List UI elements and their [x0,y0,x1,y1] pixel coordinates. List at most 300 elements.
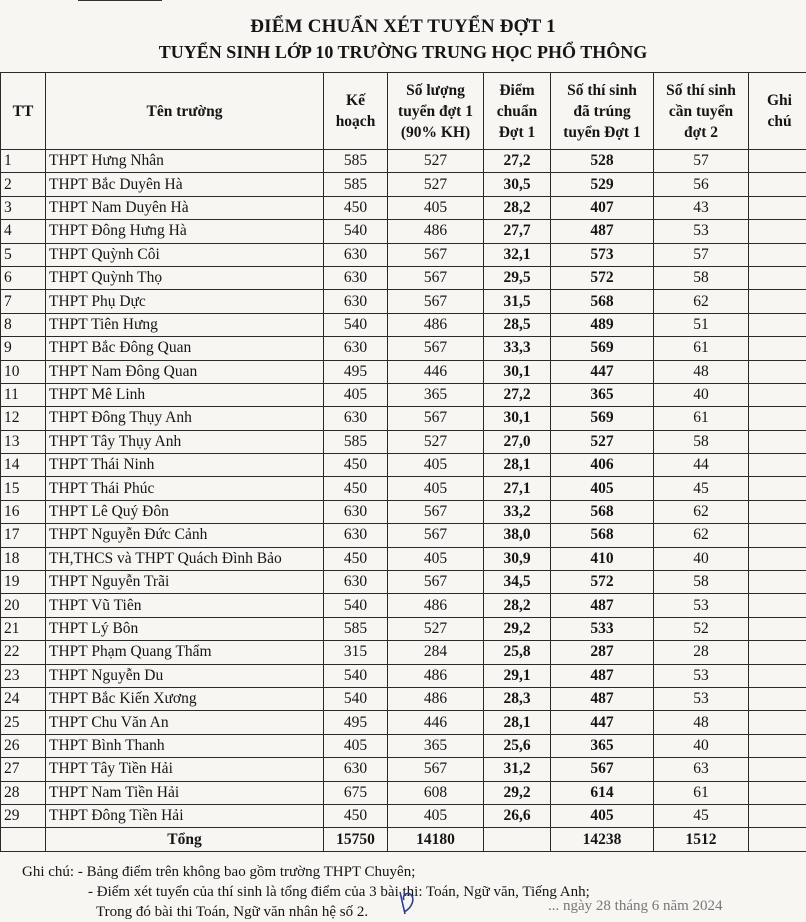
cell-tt: 29 [1,804,46,827]
cell-admitted: 487 [551,664,654,687]
cell-needed: 57 [654,150,749,173]
cell-cutoff: 25,6 [484,734,551,757]
cell-tt: 18 [1,547,46,570]
cell-plan: 540 [324,664,388,687]
footer-date: ... ngày 28 tháng 6 năm 2024 [548,898,723,915]
table-row [1,804,806,827]
col-header-quota [388,73,484,150]
cell-plan: 540 [324,220,388,243]
cell-tt: 12 [1,407,46,430]
cell-plan: 585 [324,150,388,173]
cell-needed: 58 [654,571,749,594]
note-line-2: - Điểm xét tuyển của thí sinh là tổng điểm của 3 bài thi: Toán, Ngữ văn, Tiếng Anh; [22,882,590,902]
cell-admitted: 410 [551,547,654,570]
cell-plan: 630 [324,337,388,360]
table-row [1,360,806,383]
cell-plan: 630 [324,243,388,266]
cell-plan: 450 [324,547,388,570]
col-header-tt: TT [1,73,46,150]
cell-needed: 44 [654,454,749,477]
cell-needed: 58 [654,266,749,289]
cell-quota: 486 [388,594,484,617]
cell-quota: 405 [388,477,484,500]
header-line: đợt 2 [684,124,718,141]
cell-quota: 567 [388,571,484,594]
table-row [1,196,806,219]
cell-school-name: THPT Hưng Nhân [46,150,324,173]
cell-admitted: 407 [551,196,654,219]
cell-tt: 23 [1,664,46,687]
cell-admitted: 569 [551,337,654,360]
cell-needed: 62 [654,500,749,523]
cell-admitted: 447 [551,360,654,383]
cell-school-name: THPT Lê Quý Đôn [46,500,324,523]
cell-note [749,641,806,664]
cell-school-name: THPT Lý Bôn [46,617,324,640]
cell-needed: 53 [654,687,749,710]
cell-tt: 16 [1,500,46,523]
cell-admitted: 573 [551,243,654,266]
cell-tt: 27 [1,758,46,781]
cell-note [749,173,806,196]
cell-needed: 48 [654,711,749,734]
cell-tt: 24 [1,687,46,710]
cell-plan: 450 [324,477,388,500]
cell-quota: 567 [388,337,484,360]
table-row [1,500,806,523]
cell-note [749,477,806,500]
cell-school-name: THPT Tiên Hưng [46,313,324,336]
cell-note [749,711,806,734]
cell-note [749,220,806,243]
cell-note [749,781,806,804]
cell-note [749,243,806,266]
cell-quota: 405 [388,454,484,477]
cell-tt: 10 [1,360,46,383]
cell-cutoff: 29,5 [484,266,551,289]
cell-tt: 3 [1,196,46,219]
cell-quota: 446 [388,360,484,383]
table-row [1,781,806,804]
table-row [1,313,806,336]
cell-tt: 13 [1,430,46,453]
header-line: (90% KH) [401,124,470,141]
cell-quota: 527 [388,173,484,196]
cell-cutoff: 30,5 [484,173,551,196]
cell-admitted: 568 [551,524,654,547]
cell-needed: 58 [654,430,749,453]
cell-note [749,383,806,406]
table-row [1,383,806,406]
table-row [1,524,806,547]
cell-tt: 22 [1,641,46,664]
cell-school-name: THPT Vũ Tiên [46,594,324,617]
header-line: Ghi [767,92,792,109]
cell-plan: 585 [324,430,388,453]
cell-quota: 527 [388,617,484,640]
cell-cutoff: 27,0 [484,430,551,453]
cell-cutoff: 29,2 [484,781,551,804]
cell-admitted: 527 [551,430,654,453]
table-row [1,243,806,266]
cell-quota: 527 [388,430,484,453]
cell-quota: 365 [388,383,484,406]
total-quota: 14180 [388,828,484,851]
signature-mark [396,890,420,918]
cell-note [749,150,806,173]
cell-admitted: 568 [551,500,654,523]
cell-note [749,266,806,289]
table-row [1,337,806,360]
cell-quota: 567 [388,266,484,289]
total-cell-empty [1,828,46,851]
cell-plan: 540 [324,313,388,336]
cell-needed: 40 [654,734,749,757]
cell-tt: 11 [1,383,46,406]
cell-quota: 527 [388,150,484,173]
cell-needed: 62 [654,290,749,313]
header-line: hoạch [336,113,376,130]
cell-plan: 450 [324,454,388,477]
col-header-note [749,73,806,150]
table-row [1,477,806,500]
cell-needed: 48 [654,360,749,383]
cell-quota: 486 [388,313,484,336]
table-row [1,734,806,757]
cell-tt: 20 [1,594,46,617]
cell-cutoff: 26,6 [484,804,551,827]
cell-needed: 63 [654,758,749,781]
cell-school-name: THPT Quỳnh Côi [46,243,324,266]
cell-school-name: THPT Chu Văn An [46,711,324,734]
cell-note [749,407,806,430]
cell-school-name: THPT Quỳnh Thọ [46,266,324,289]
cell-school-name: THPT Nguyễn Trãi [46,571,324,594]
cell-note [749,547,806,570]
cell-tt: 26 [1,734,46,757]
cell-cutoff: 28,1 [484,454,551,477]
total-note-empty [749,828,806,851]
cell-admitted: 365 [551,734,654,757]
cell-plan: 540 [324,687,388,710]
cell-school-name: THPT Thái Ninh [46,454,324,477]
cell-note [749,664,806,687]
cell-quota: 405 [388,804,484,827]
cell-school-name: THPT Tây Thụy Anh [46,430,324,453]
cell-admitted: 528 [551,150,654,173]
table-row [1,664,806,687]
cell-school-name: THPT Phụ Dực [46,290,324,313]
header-line: Số thí sinh [666,82,736,99]
cell-note [749,594,806,617]
cell-tt: 25 [1,711,46,734]
table-row [1,407,806,430]
cell-tt: 5 [1,243,46,266]
cell-note [749,196,806,219]
cell-quota: 567 [388,758,484,781]
cell-quota: 608 [388,781,484,804]
cell-admitted: 406 [551,454,654,477]
total-cutoff-empty [484,828,551,851]
header-line: Đợt 1 [499,124,536,141]
table-row [1,430,806,453]
cell-school-name: THPT Tây Tiền Hải [46,758,324,781]
table-row [1,547,806,570]
cell-admitted: 487 [551,687,654,710]
cell-school-name: THPT Mê Linh [46,383,324,406]
header-line: Số lượng [406,82,465,99]
cell-note [749,360,806,383]
cell-tt: 8 [1,313,46,336]
cell-note [749,687,806,710]
cell-note [749,524,806,547]
cell-note [749,313,806,336]
cell-school-name: THPT Bình Thanh [46,734,324,757]
cell-admitted: 529 [551,173,654,196]
cell-plan: 315 [324,641,388,664]
cell-plan: 630 [324,571,388,594]
cell-plan: 585 [324,173,388,196]
cell-admitted: 487 [551,594,654,617]
col-header-admitted [551,73,654,150]
cell-note [749,571,806,594]
col-header-plan [324,73,388,150]
cell-needed: 53 [654,220,749,243]
cell-school-name: THPT Phạm Quang Thẩm [46,641,324,664]
table-row [1,220,806,243]
cell-needed: 40 [654,383,749,406]
header-line: chuẩn [497,103,538,120]
cell-cutoff: 27,2 [484,150,551,173]
cell-cutoff: 29,2 [484,617,551,640]
cell-admitted: 405 [551,477,654,500]
cell-plan: 540 [324,594,388,617]
cell-tt: 1 [1,150,46,173]
cell-admitted: 572 [551,571,654,594]
cell-quota: 567 [388,290,484,313]
header-line: cần tuyển [669,103,733,120]
cell-cutoff: 30,1 [484,360,551,383]
cell-cutoff: 28,2 [484,594,551,617]
document-title: ĐIỂM CHUẨN XÉT TUYỂN ĐỢT 1 [0,16,806,38]
cell-plan: 630 [324,266,388,289]
cell-school-name: THPT Thái Phúc [46,477,324,500]
cell-needed: 45 [654,477,749,500]
cell-needed: 61 [654,781,749,804]
cell-tt: 2 [1,173,46,196]
cell-needed: 57 [654,243,749,266]
cell-cutoff: 27,1 [484,477,551,500]
table-row [1,641,806,664]
cell-tt: 28 [1,781,46,804]
cell-tt: 15 [1,477,46,500]
note-line-3: Trong đó bài thi Toán, Ngữ văn nhân hệ số 2. [22,902,590,922]
cell-quota: 486 [388,664,484,687]
header-line: đã trúng [573,103,630,120]
cell-tt: 21 [1,617,46,640]
cell-note [749,500,806,523]
cell-admitted: 568 [551,290,654,313]
cell-needed: 40 [654,547,749,570]
cell-cutoff: 30,9 [484,547,551,570]
cell-plan: 630 [324,500,388,523]
cell-note [749,758,806,781]
cell-school-name: THPT Nguyễn Đức Cảnh [46,524,324,547]
header-line: Điểm [499,82,534,99]
cell-cutoff: 38,0 [484,524,551,547]
cell-cutoff: 28,1 [484,711,551,734]
cell-cutoff: 29,1 [484,664,551,687]
cell-cutoff: 28,3 [484,687,551,710]
total-label: Tổng [46,828,324,851]
cell-plan: 630 [324,758,388,781]
cell-plan: 630 [324,407,388,430]
document-subtitle: TUYỂN SINH LỚP 10 TRƯỜNG TRUNG HỌC PHỔ THÔNG [0,42,806,63]
cell-needed: 61 [654,337,749,360]
cell-needed: 45 [654,804,749,827]
cell-needed: 53 [654,594,749,617]
cell-school-name: THPT Bắc Duyên Hà [46,173,324,196]
cell-plan: 630 [324,524,388,547]
cell-school-name: THPT Đông Thụy Anh [46,407,324,430]
cell-quota: 486 [388,220,484,243]
header-line: chú [767,113,791,130]
cutoff-score-table [0,72,806,852]
cell-admitted: 569 [551,407,654,430]
total-needed: 1512 [654,828,749,851]
cell-tt: 14 [1,454,46,477]
total-admitted: 14238 [551,828,654,851]
top-rule [78,0,162,1]
col-header-school-name: Tên trường [46,73,324,150]
cell-tt: 7 [1,290,46,313]
cell-cutoff: 28,2 [484,196,551,219]
cell-admitted: 487 [551,220,654,243]
cell-admitted: 533 [551,617,654,640]
table-row [1,687,806,710]
cell-plan: 585 [324,617,388,640]
cell-needed: 28 [654,641,749,664]
cell-admitted: 287 [551,641,654,664]
cell-quota: 405 [388,196,484,219]
cell-cutoff: 31,2 [484,758,551,781]
table-row [1,173,806,196]
cell-needed: 43 [654,196,749,219]
cell-cutoff: 27,2 [484,383,551,406]
cell-needed: 61 [654,407,749,430]
cell-cutoff: 31,5 [484,290,551,313]
table-header-row [1,73,806,150]
cell-plan: 495 [324,360,388,383]
cell-school-name: THPT Bắc Đông Quan [46,337,324,360]
table-row [1,454,806,477]
header-line: tuyển Đợt 1 [563,124,640,141]
cell-tt: 9 [1,337,46,360]
cell-needed: 62 [654,524,749,547]
cell-needed: 51 [654,313,749,336]
col-header-cutoff [484,73,551,150]
cell-plan: 675 [324,781,388,804]
cell-plan: 495 [324,711,388,734]
cell-tt: 6 [1,266,46,289]
table-row [1,150,806,173]
cell-note [749,804,806,827]
table-row [1,758,806,781]
cell-cutoff: 25,8 [484,641,551,664]
cell-school-name: THPT Bắc Kiến Xương [46,687,324,710]
cell-plan: 450 [324,804,388,827]
total-plan: 15750 [324,828,388,851]
table-row [1,290,806,313]
cell-tt: 19 [1,571,46,594]
cell-admitted: 365 [551,383,654,406]
cell-cutoff: 30,1 [484,407,551,430]
cell-note [749,290,806,313]
cell-cutoff: 27,7 [484,220,551,243]
total-row [1,828,806,851]
cell-note [749,337,806,360]
cell-cutoff: 33,2 [484,500,551,523]
table-row [1,594,806,617]
cell-note [749,454,806,477]
cell-needed: 52 [654,617,749,640]
table-row [1,711,806,734]
header-line: Kế [346,92,365,109]
cell-quota: 486 [388,687,484,710]
notes-section [22,862,590,922]
cell-quota: 284 [388,641,484,664]
note-line-1: Ghi chú: - Bảng điểm trên không bao gồm trường THPT Chuyên; [22,862,590,882]
table-row [1,266,806,289]
cell-admitted: 447 [551,711,654,734]
cell-note [749,430,806,453]
cell-tt: 17 [1,524,46,547]
cell-quota: 567 [388,524,484,547]
cell-plan: 630 [324,290,388,313]
cell-note [749,734,806,757]
cell-school-name: THPT Nam Tiền Hải [46,781,324,804]
col-header-needed [654,73,749,150]
cell-plan: 450 [324,196,388,219]
header-line: tuyển đợt 1 [398,103,473,120]
cell-admitted: 614 [551,781,654,804]
header-line: Số thí sinh [567,82,637,99]
cell-admitted: 572 [551,266,654,289]
cell-admitted: 489 [551,313,654,336]
cell-school-name: TH,THCS và THPT Quách Đình Bảo [46,547,324,570]
cell-cutoff: 33,3 [484,337,551,360]
cell-quota: 446 [388,711,484,734]
cell-quota: 365 [388,734,484,757]
cell-note [749,617,806,640]
cell-admitted: 567 [551,758,654,781]
cell-needed: 53 [654,664,749,687]
cell-school-name: THPT Nguyễn Du [46,664,324,687]
cell-tt: 4 [1,220,46,243]
cell-quota: 567 [388,500,484,523]
cell-admitted: 405 [551,804,654,827]
cell-school-name: THPT Đông Hưng Hà [46,220,324,243]
cell-school-name: THPT Đông Tiền Hải [46,804,324,827]
cell-cutoff: 32,1 [484,243,551,266]
cell-quota: 567 [388,407,484,430]
cell-needed: 56 [654,173,749,196]
cell-quota: 405 [388,547,484,570]
cell-school-name: THPT Nam Đông Quan [46,360,324,383]
cell-plan: 405 [324,734,388,757]
table-row [1,617,806,640]
table-row [1,571,806,594]
